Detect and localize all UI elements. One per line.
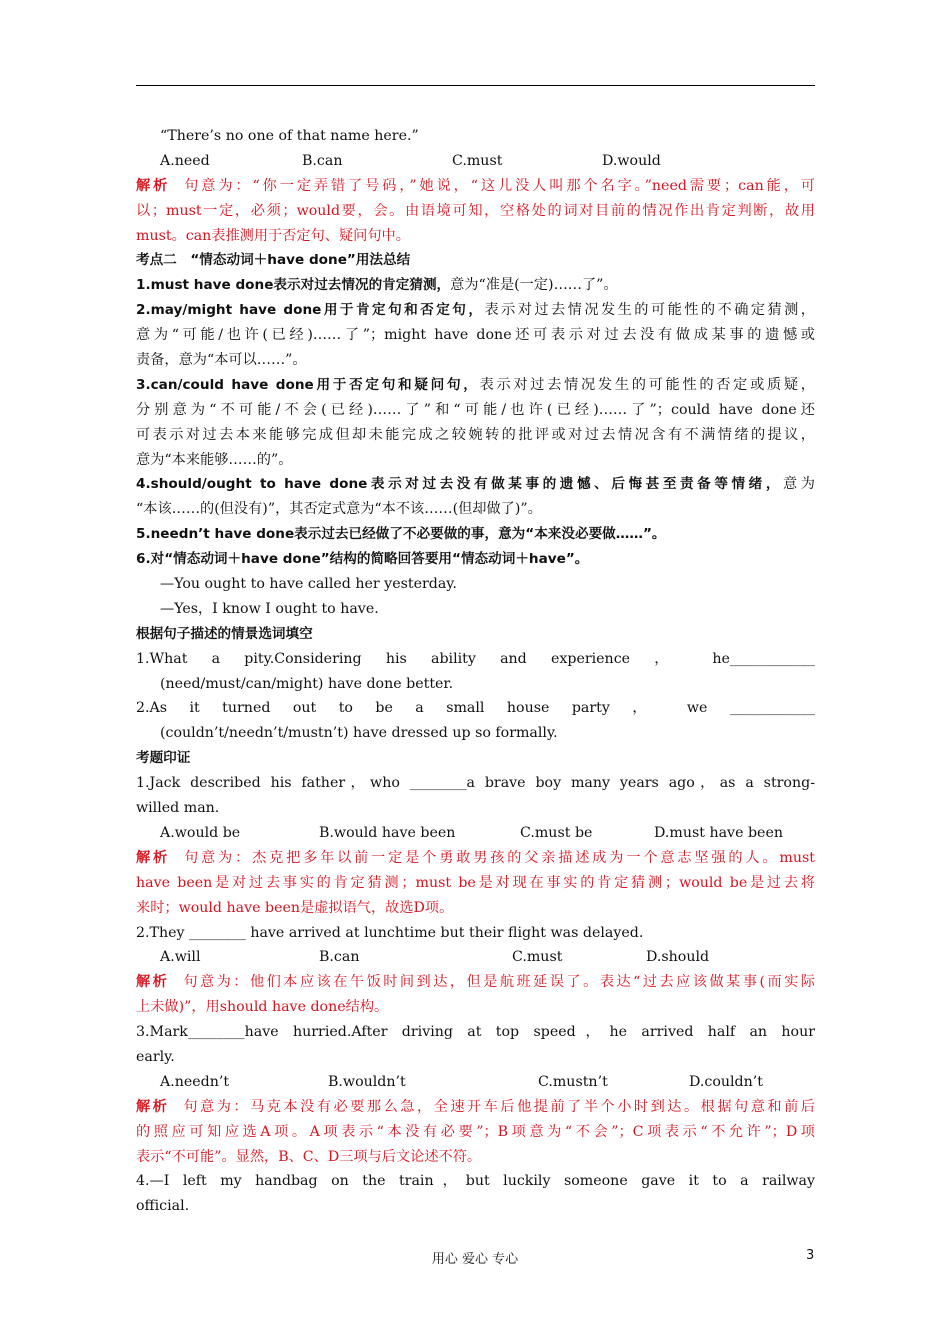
explanation-line: 以；must一定，必须；would要，会。由语境可知，空格处的词对目前的情况作出肯定判断，故用 — [136, 202, 815, 219]
rule-2-cont: 责备，意为“本可以……”。 — [136, 352, 307, 369]
rule-3-cont: 可表示对过去本来能够完成但却未能完成之较婉转的批评或对过去情况含有不满情绪的提议， — [136, 426, 815, 443]
exam-question-3: 3.Mark________have hurried.After driving at top speed，he arrived half an hour — [136, 1024, 815, 1041]
fill-question-2: 2.As it turned out to be a small house party ， we ____________ — [136, 700, 815, 717]
explanation-label: 解析 — [136, 177, 171, 194]
explanation-label: 解析 — [136, 849, 171, 866]
option-c: C.must be — [520, 824, 593, 841]
header-rule — [136, 85, 815, 86]
explanation-line: 解析 句意为：他们本应该在午饭时间到达，但是航班延误了。表达“过去应该做某事(而实际 — [136, 974, 815, 991]
option-b: B.can — [302, 152, 343, 169]
exam-question-3-cont: early. — [136, 1048, 175, 1065]
option-a: A.needn’t — [160, 1073, 230, 1090]
option-b: B.would have been — [319, 824, 456, 841]
answer-options — [136, 945, 815, 970]
option-a: A.will — [160, 949, 201, 966]
explanation-line: 表示“不可能”。显然，B、C、D三项与后文论述不符。 — [136, 1148, 482, 1165]
rule-3-cont: 分别意为“不可能/不会(已经)……了”和“可能/也许(已经)……了”；could have done还 — [136, 401, 815, 418]
explanation-line: have been是对过去事实的肯定猜测；must be是对现在事实的肯定猜测；would be是过去将 — [136, 874, 815, 891]
page-number: 3 — [806, 1248, 815, 1263]
exam-question-1-cont: willed man. — [136, 800, 220, 817]
answer-options — [136, 149, 815, 174]
exam-question-2: 2.They ________ have arrived at lunchtime but their flight was delayed. — [136, 924, 644, 941]
rule-4-cont: “本该……的(但没有)”，其否定式意为“本不该……(但却做了)”。 — [136, 501, 542, 518]
explanation-line: 上未做)”，用should have done结构。 — [136, 999, 389, 1016]
section-title: 考题印证 — [136, 750, 191, 767]
explanation-line: 解析 句意为：杰克把多年以前一定是个勇敢男孩的父亲描述成为一个意志坚强的人。must — [136, 849, 815, 866]
section-title: 根据句子描述的情景选词填空 — [136, 625, 313, 642]
rule-6: 6.对“情态动词＋have done”结构的简略回答要用“情态动词＋have”。 — [136, 551, 589, 568]
option-d: D.must have been — [654, 824, 783, 841]
option-d: D.couldn’t — [689, 1073, 763, 1090]
rule-4: 4.should/ought to have done表示对过去没有做某事的遗憾、后悔甚至责备等情绪，意为 — [136, 476, 815, 493]
rule-3-cont: 意为“本来能够……的”。 — [136, 451, 293, 468]
section-title: 考点二 “情态动词＋have done”用法总结 — [136, 252, 411, 269]
explanation-line: 的照应可知应选A项。A项表示“本没有必要”；B项意为“不会”；C项表示“不允许”；D项 — [136, 1123, 815, 1140]
exam-question-1: 1.Jack described his father，who ________a brave boy many years ago，as a strong- — [136, 775, 815, 792]
explanation-line: 解析 句意为：马克本没有必要那么急，全速开车后他提前了半个小时到达。根据句意和前后 — [136, 1098, 815, 1115]
question-stem-line: “There’s no one of that name here.” — [160, 128, 419, 144]
explanation-line: 来时；would have been是虚拟语气，故选D项。 — [136, 899, 454, 916]
rule-5: 5.needn’t have done表示过去已经做了不必要做的事，意为“本来没必要做……”。 — [136, 526, 666, 543]
fill-question-1-cont: (need/must/can/might) have done better. — [160, 675, 454, 692]
page-content — [136, 124, 815, 1219]
dialog-line: —Yes，I know I ought to have. — [160, 600, 379, 617]
answer-options — [136, 821, 815, 846]
option-b: B.wouldn’t — [328, 1073, 406, 1090]
dialog-line: —You ought to have called her yesterday. — [160, 576, 457, 593]
rule-3: 3.can/could have done用于否定句和疑问句，表示对过去情况发生的可能性的否定或质疑， — [136, 376, 815, 393]
option-a: A.need — [160, 152, 210, 169]
fill-question-1: 1.What a pity.Considering his ability and experience ， he____________ — [136, 650, 815, 667]
exam-question-4-cont: official. — [136, 1198, 190, 1215]
answer-options — [136, 1070, 815, 1095]
explanation-label: 解析 — [136, 974, 170, 991]
rule-2: 2.may/might have done用于肯定句和否定句，表示对过去情况发生的可能性的不确定猜测， — [136, 302, 815, 319]
option-a: A.would be — [160, 824, 241, 841]
explanation-line: must。can表推测用于否定句、疑问句中。 — [136, 227, 410, 244]
option-c: C.must — [512, 949, 563, 966]
option-b: B.can — [319, 949, 360, 966]
option-d: D.would — [602, 152, 661, 169]
footer-motto: 用心 爱心 专心 — [431, 1252, 519, 1267]
option-c: C.mustn’t — [538, 1073, 608, 1090]
option-c: C.must — [452, 152, 503, 169]
rule-1: 1.must have done表示对过去情况的肯定猜测，意为“准是(一定)……了”。 — [136, 277, 618, 294]
option-d: D.should — [646, 949, 710, 966]
explanation-label: 解析 — [136, 1098, 170, 1115]
explanation-line: 解析 句意为：“你一定弄错了号码，”她说，“这儿没人叫那个名字。”need需要；can能，可 — [136, 177, 815, 194]
rule-2-cont: 意为“可能/也许(已经)……了”；might have done还可表示对过去没有做成某事的遗憾或 — [136, 327, 815, 344]
exam-question-4: 4.—I left my handbag on the train，but luckily someone gave it to a railway — [136, 1173, 815, 1190]
fill-question-2-cont: (couldn’t/needn’t/mustn’t) have dressed up so formally. — [160, 725, 558, 742]
